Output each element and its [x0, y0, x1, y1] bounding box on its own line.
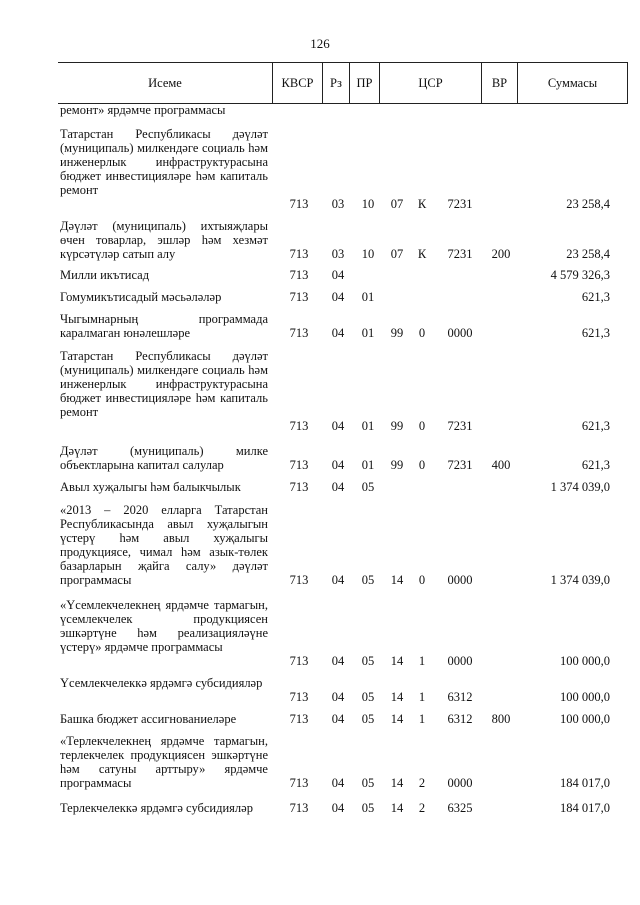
cell-sum: 1 374 039,0 [550, 573, 610, 587]
cell-kvsr: 713 [289, 290, 309, 304]
row-name: «Үсемлекчелекнең ярдәмче тармагын, үсемлекчелек продукциясен эшкәртүне һәм реализацияләүне үстерү» ярдәмче программасы [60, 598, 268, 654]
cell-pr: 05 [361, 654, 375, 668]
row-name: Татарстан Республикасы дәүләт (муниципаль) милкендәге социаль һәм инженерлык инфраструктурасына бюджет инвестицияләре һәм капиталь ремонт [60, 349, 268, 419]
cell-pr: 01 [361, 458, 375, 472]
cell-pr: 01 [361, 419, 375, 433]
cell-c2: 0 [418, 458, 426, 472]
cell-sum: 23 258,4 [566, 197, 610, 211]
cell-c2: 2 [418, 776, 426, 790]
cell-rz: 03 [331, 197, 345, 211]
cell-kvsr: 713 [289, 801, 309, 815]
cell-sum: 621,3 [581, 458, 610, 472]
cell-rz: 04 [331, 480, 345, 494]
header-vr: ВР [481, 63, 517, 103]
cell-kvsr: 713 [289, 419, 309, 433]
cell-sum: 621,3 [581, 290, 610, 304]
row-name: Дәүләт (муниципаль) ихтыяҗлары өчен товарлар, эшләр һәм хезмәт күрсәтүләр сатып алу [60, 219, 268, 261]
header-rz: Рз [322, 63, 349, 103]
cell-kvsr: 713 [289, 712, 309, 726]
cell-vr: 400 [491, 458, 511, 472]
table-header [58, 62, 628, 104]
cell-pr: 05 [361, 480, 375, 494]
cell-pr: 01 [361, 326, 375, 340]
cell-rz: 04 [331, 712, 345, 726]
cell-c2: 1 [418, 712, 426, 726]
cell-c1: 14 [390, 654, 404, 668]
cell-sum: 4 579 326,3 [550, 268, 610, 282]
cell-c2: 2 [418, 801, 426, 815]
header-csr: ЦСР [379, 63, 481, 103]
cell-kvsr: 713 [289, 776, 309, 790]
cell-c3: 6312 [447, 690, 473, 704]
cell-c3: 7231 [447, 419, 473, 433]
cell-sum: 621,3 [581, 419, 610, 433]
cell-pr: 05 [361, 712, 375, 726]
cell-rz: 03 [331, 247, 345, 261]
cell-pr: 10 [361, 247, 375, 261]
row-name: Чыгымнарның программада каралмаган юнәлешләре [60, 312, 268, 340]
cell-rz: 04 [331, 573, 345, 587]
cell-c1: 99 [390, 419, 404, 433]
cell-c3: 0000 [447, 654, 473, 668]
header-sum: Суммасы [517, 63, 628, 103]
cell-c3: 6312 [447, 712, 473, 726]
cell-c2: 0 [418, 573, 426, 587]
cell-c3: 0000 [447, 776, 473, 790]
row-name: Авыл хуҗалыгы һәм балыкчылык [60, 480, 241, 494]
cell-rz: 04 [331, 458, 345, 472]
page-number: 126 [310, 36, 330, 51]
header-kvsr: КВСР [272, 63, 322, 103]
cell-c3: 0000 [447, 326, 473, 340]
row-name: Дәүләт (муниципаль) милке объектларына капитал салулар [60, 444, 268, 472]
cell-c2: 1 [418, 690, 426, 704]
cell-rz: 04 [331, 654, 345, 668]
cell-pr: 10 [361, 197, 375, 211]
cell-c3: 0000 [447, 573, 473, 587]
row-name: Терлекчелеккә ярдәмгә субсидияләр [60, 801, 253, 815]
cell-sum: 621,3 [581, 326, 610, 340]
cell-sum: 100 000,0 [560, 712, 610, 726]
cell-sum: 23 258,4 [566, 247, 610, 261]
cell-rz: 04 [331, 419, 345, 433]
cell-c1: 07 [390, 247, 404, 261]
cell-rz: 04 [331, 326, 345, 340]
header-name: Исеме [148, 76, 182, 90]
cell-c1: 14 [390, 690, 404, 704]
cell-vr: 800 [491, 712, 511, 726]
cell-kvsr: 713 [289, 326, 309, 340]
cell-c1: 14 [390, 573, 404, 587]
cell-c3: 7231 [447, 197, 473, 211]
cell-c2: К [417, 247, 427, 261]
cell-kvsr: 713 [289, 247, 309, 261]
cell-sum: 184 017,0 [560, 801, 610, 815]
cell-c3: 6325 [447, 801, 473, 815]
cell-c2: 0 [418, 326, 426, 340]
cell-c2: 1 [418, 654, 426, 668]
cell-vr: 200 [491, 247, 511, 261]
cell-rz: 04 [331, 290, 345, 304]
cell-sum: 100 000,0 [560, 654, 610, 668]
row-name: ремонт» ярдәмче программасы [60, 103, 226, 117]
cell-rz: 04 [331, 268, 345, 282]
cell-c3: 7231 [447, 247, 473, 261]
cell-kvsr: 713 [289, 197, 309, 211]
cell-kvsr: 713 [289, 573, 309, 587]
row-name: «2013 – 2020 елларга Татарстан Республикасында авыл хуҗалыгын үстерү һәм авыл хуҗалыгы продукциясе, чимал һәм азык-төлек базарларын җайга салу» дәүләт программасы [60, 503, 268, 587]
cell-c2: 0 [418, 419, 426, 433]
row-name: «Терлекчелекнең ярдәмче тармагын, терлекчелек продукциясен эшкәртүне һәм сатуны арттыру» ярдәмче программасы [60, 734, 268, 790]
row-name: Милли икътисад [60, 268, 150, 282]
row-name: Башка бюджет ассигнованиеләре [60, 712, 237, 726]
cell-c1: 07 [390, 197, 404, 211]
cell-c1: 14 [390, 801, 404, 815]
cell-c1: 99 [390, 458, 404, 472]
cell-pr: 05 [361, 801, 375, 815]
cell-c2: К [417, 197, 427, 211]
cell-pr: 05 [361, 776, 375, 790]
cell-kvsr: 713 [289, 654, 309, 668]
cell-c1: 99 [390, 326, 404, 340]
cell-rz: 04 [331, 801, 345, 815]
cell-sum: 1 374 039,0 [550, 480, 610, 494]
cell-pr: 05 [361, 690, 375, 704]
cell-rz: 04 [331, 690, 345, 704]
cell-kvsr: 713 [289, 480, 309, 494]
cell-pr: 01 [361, 290, 375, 304]
cell-c1: 14 [390, 776, 404, 790]
cell-kvsr: 713 [289, 690, 309, 704]
row-name: Үсемлекчелеккә ярдәмгә субсидияләр [60, 676, 263, 690]
cell-c3: 7231 [447, 458, 473, 472]
cell-pr: 05 [361, 573, 375, 587]
cell-sum: 100 000,0 [560, 690, 610, 704]
cell-rz: 04 [331, 776, 345, 790]
cell-kvsr: 713 [289, 268, 309, 282]
cell-sum: 184 017,0 [560, 776, 610, 790]
cell-kvsr: 713 [289, 458, 309, 472]
row-name: Гомумикътисадый мәсьәләләр [60, 290, 222, 304]
header-pr: ПР [349, 63, 379, 103]
cell-c1: 14 [390, 712, 404, 726]
row-name: Татарстан Республикасы дәүләт (муниципаль) милкендәге социаль һәм инженерлык инфраструктурасына бюджет инвестицияләре һәм капиталь ремонт [60, 127, 268, 197]
